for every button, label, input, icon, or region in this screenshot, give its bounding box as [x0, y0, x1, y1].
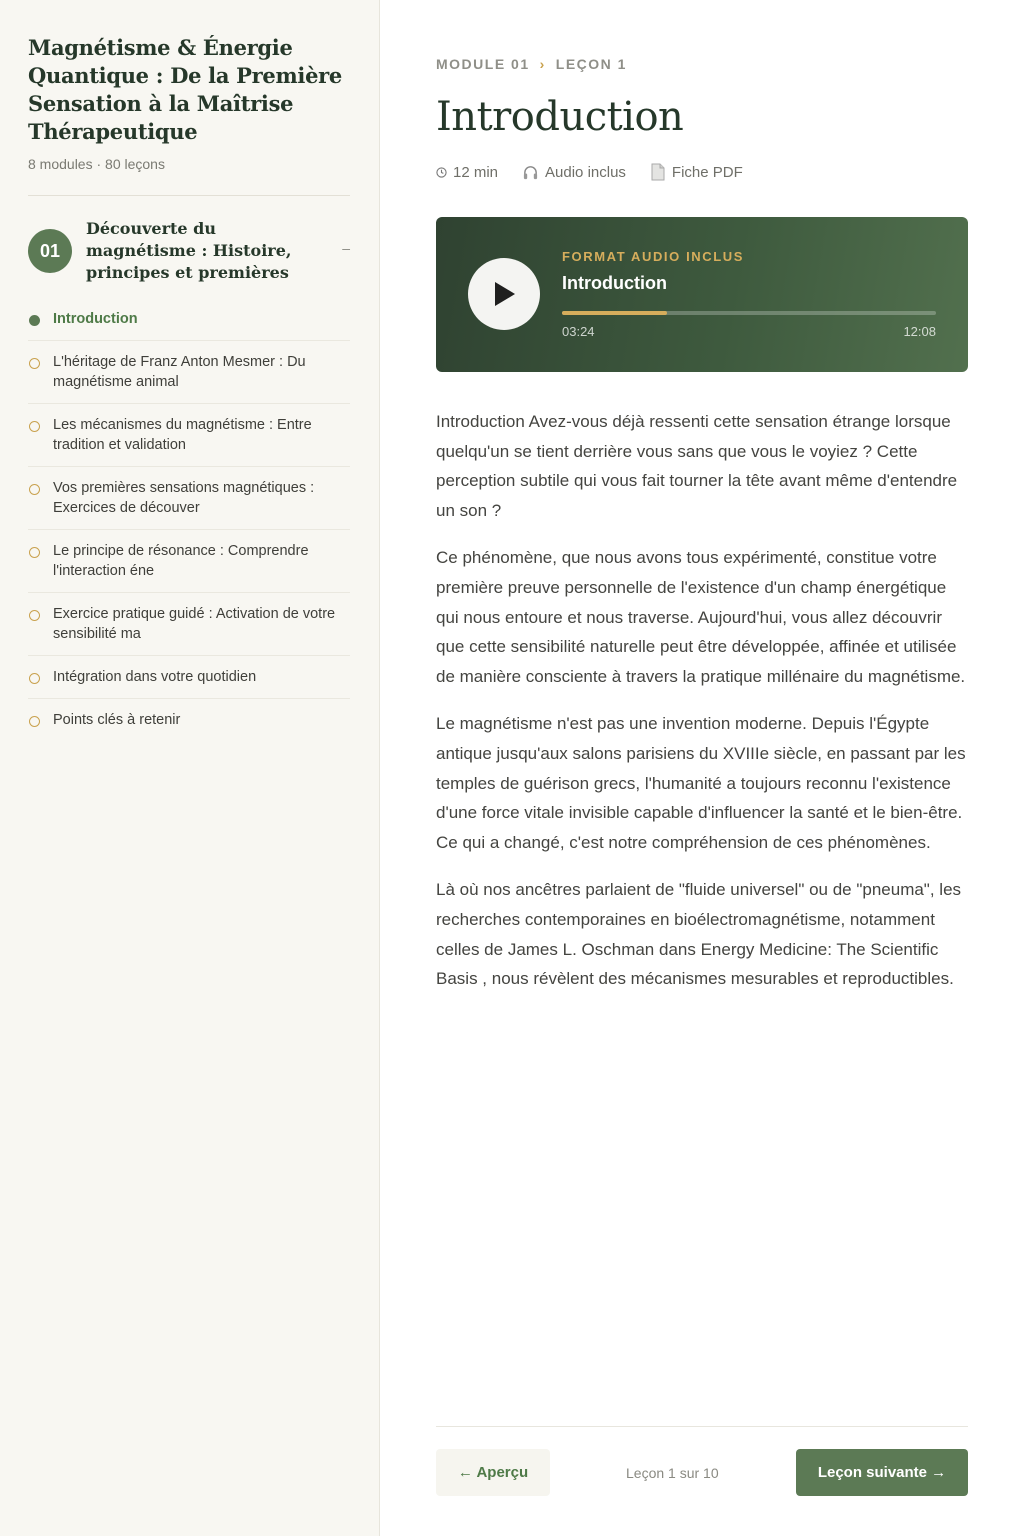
- lesson-item[interactable]: [28, 530, 350, 593]
- lesson-label: Introduction: [53, 311, 138, 327]
- play-icon: [494, 281, 516, 307]
- lesson-label: Le principe de résonance : Comprendre l'interaction éne: [53, 543, 309, 579]
- lesson-item[interactable]: [28, 467, 350, 530]
- audio-total-time: 12:08: [903, 324, 936, 339]
- lesson-status-icon: [29, 716, 40, 727]
- lesson-item[interactable]: [28, 699, 350, 741]
- audio-player: [436, 217, 968, 372]
- course-meta: 8 modules · 80 leçons: [28, 156, 165, 172]
- previous-button[interactable]: ← Aperçu: [436, 1449, 550, 1496]
- course-sidebar: [0, 0, 380, 1536]
- content-paragraph: Là où nos ancêtres parlaient de "fluide universel" ou de "pneuma", les recherches contemporaines en bioélectromagnétisme, notamment celles de James L. Oschman dans Energy Medicine: The Scientific Basis , nous révèlent des mécanismes mesurables et reproductibles.: [436, 880, 962, 989]
- module-title: Découverte du magnétisme : Histoire, principes et premières: [86, 219, 292, 282]
- content-paragraph: Ce phénomène, que nous avons tous expérimenté, constitue votre première preuve personnelle de l'existence d'un champ énergétique qui nous entoure et nous traverse. Aujourd'hui, vous allez découvrir que cette sensibilité naturelle peut être développée, affinée et utilisée de manière consciente à travers la pratique millénaire du magnétisme.: [436, 548, 966, 687]
- next-lesson-button[interactable]: Leçon suivante →: [796, 1449, 968, 1496]
- module-header[interactable]: [28, 218, 350, 286]
- module-number-badge: 01: [28, 229, 72, 273]
- lesson-item[interactable]: [28, 404, 350, 467]
- lesson-content: [436, 407, 968, 1012]
- lesson-status-icon: [29, 421, 40, 432]
- lesson-counter: Leçon 1 sur 10: [626, 1465, 719, 1481]
- audio-meta: [522, 163, 626, 181]
- content-paragraph: Le magnétisme n'est pas une invention moderne. Depuis l'Égypte antique jusqu'aux salons parisiens du XVIIIe siècle, en passant par les temples de guérison grecs, l'humanité a toujours reconnu l'existence d'une force vitale invisible capable d'influencer la santé et le bien-être. Ce qui a changé, c'est notre compréhension de ces phénomènes.: [436, 714, 966, 853]
- audio-badge-text: Audio inclus: [545, 163, 626, 181]
- breadcrumb-lesson: LEÇON 1: [555, 56, 627, 72]
- pdf-badge-text: Fiche PDF: [671, 163, 743, 181]
- lesson-status-icon: [29, 547, 40, 558]
- duration-text: 12 min: [453, 163, 499, 181]
- sidebar-divider: [28, 195, 350, 196]
- lesson-status-icon: [29, 484, 40, 495]
- collapse-icon[interactable]: –: [342, 240, 350, 256]
- page-title: Introduction: [436, 94, 684, 140]
- lesson-label: Points clés à retenir: [53, 712, 181, 728]
- audio-title: Introduction: [562, 273, 667, 293]
- lesson-label: Vos premières sensations magnétiques : Exercices de découver: [53, 480, 315, 516]
- breadcrumb: [436, 56, 627, 72]
- footer-divider: [436, 1426, 968, 1427]
- lesson-item[interactable]: [28, 298, 350, 341]
- course-title: Magnétisme & Énergie Quantique : De la Première Sensation à la Maîtrise Thérapeutique: [28, 35, 342, 144]
- lesson-status-icon: [29, 315, 40, 326]
- lesson-status-icon: [29, 610, 40, 621]
- lesson-label: Les mécanismes du magnétisme : Entre tradition et validation: [53, 417, 312, 453]
- breadcrumb-module[interactable]: MODULE 01: [436, 56, 530, 72]
- content-paragraph: Introduction Avez-vous déjà ressenti cette sensation étrange lorsque quelqu'un se tient derrière vous sans que vous le voyiez ? Cette perception subtile qui vous fait tourner la tête avant même d'entendre un son ?: [436, 412, 958, 521]
- lesson-meta: [436, 163, 743, 181]
- audio-current-time: 03:24: [562, 324, 595, 339]
- audio-progress-fill: [562, 311, 667, 315]
- lesson-item[interactable]: [28, 593, 350, 656]
- lesson-label: Intégration dans votre quotidien: [53, 669, 257, 685]
- duration-meta: [436, 163, 498, 181]
- lesson-list: [28, 298, 350, 741]
- lesson-label: L'héritage de Franz Anton Mesmer : Du magnétisme animal: [53, 354, 306, 390]
- lesson-status-icon: [29, 673, 40, 684]
- headphones-icon: [522, 164, 539, 181]
- audio-progress-bar[interactable]: [562, 311, 936, 315]
- lesson-status-icon: [29, 358, 40, 369]
- clock-icon: [436, 167, 447, 178]
- lesson-item[interactable]: [28, 656, 350, 699]
- lesson-item[interactable]: [28, 341, 350, 404]
- chevron-right-icon: ›: [539, 56, 546, 72]
- audio-format-label: FORMAT AUDIO INCLUS: [562, 249, 745, 264]
- lesson-main: [436, 0, 968, 1536]
- document-icon: [650, 163, 666, 181]
- lesson-label: Exercice pratique guidé : Activation de votre sensibilité ma: [53, 606, 336, 642]
- pdf-meta[interactable]: [650, 163, 743, 181]
- play-button[interactable]: [468, 258, 540, 330]
